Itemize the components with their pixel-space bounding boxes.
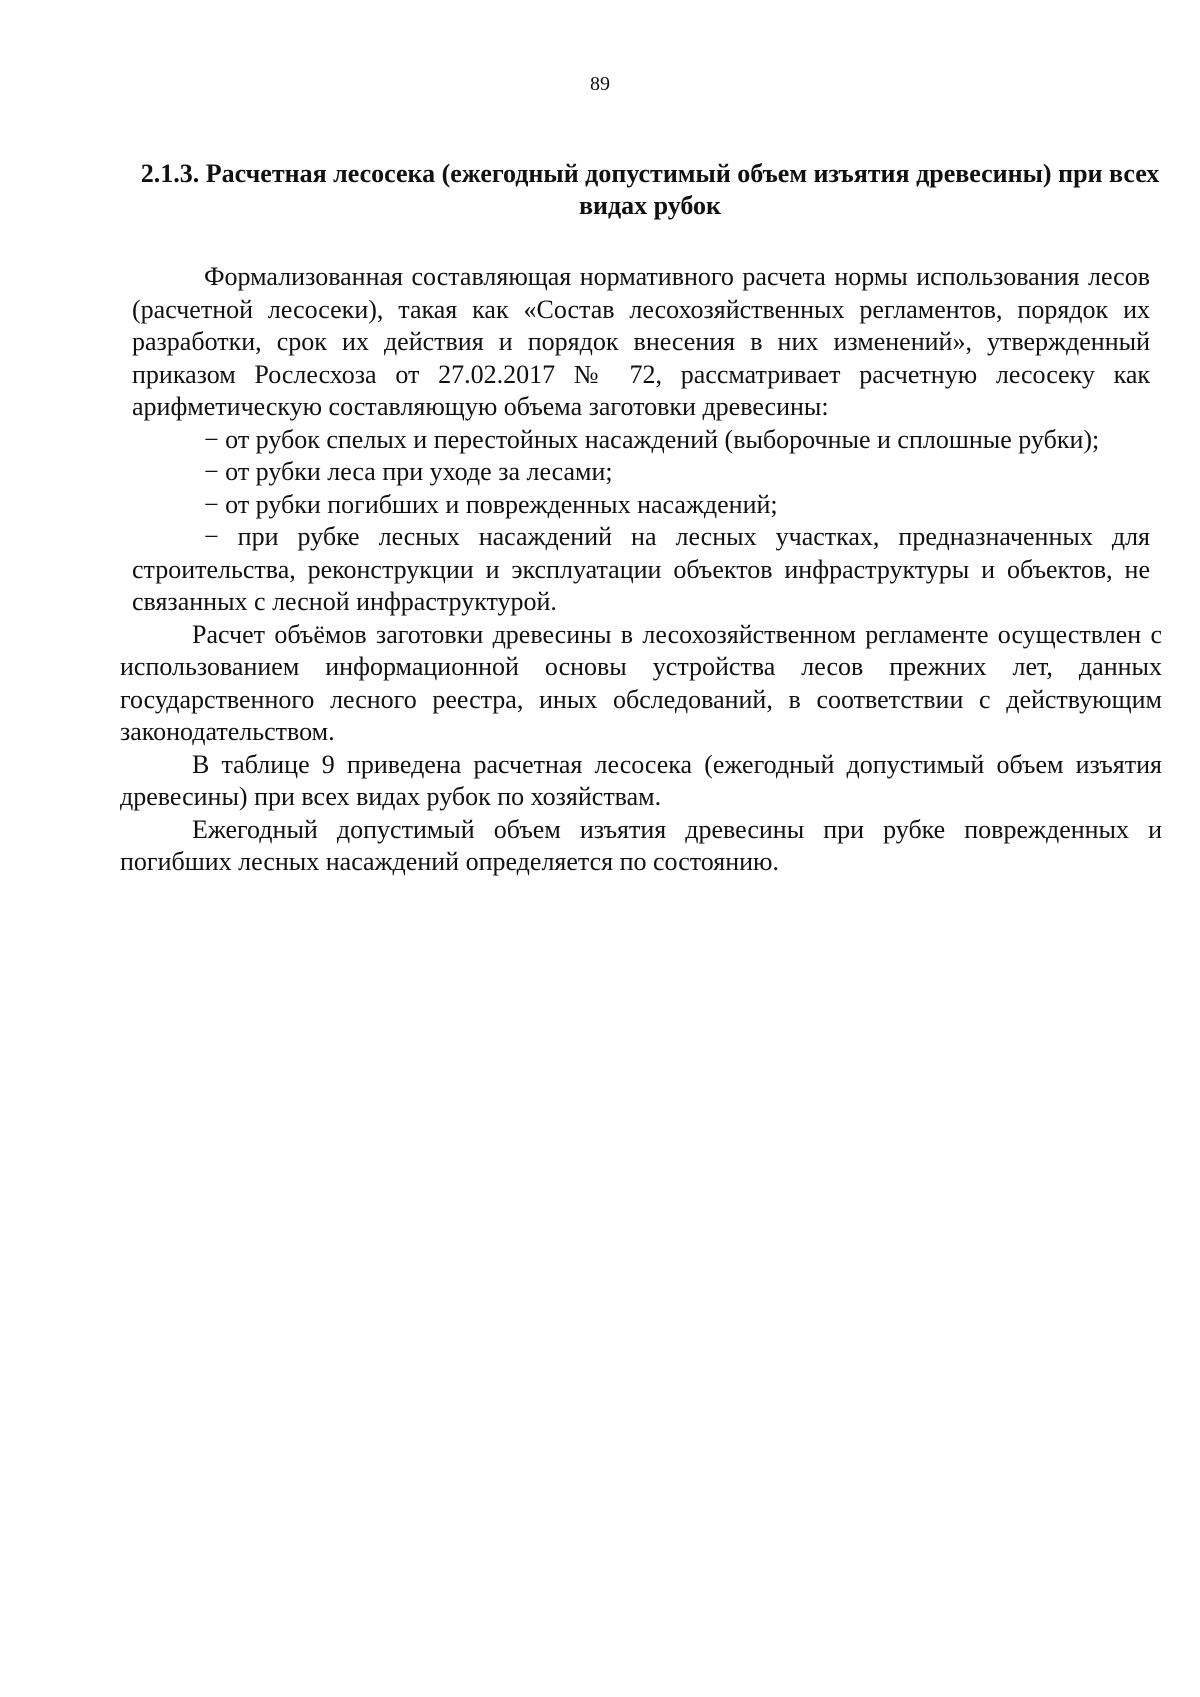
calculation-paragraph: Расчет объёмов заготовки древесины в лесохозяйственном регламенте осуществлен с использованием информационной основы устройства лесов прежних лет, данных государственного лесного реестра, иных обследований, в соответствии с действующим законодательством. <box>120 619 1162 746</box>
list-item: − от рубки леса при уходе за лесами; <box>204 457 613 486</box>
intro-paragraph: Формализованная составляющая нормативного расчета нормы использования лесов (расчетной лесосеки), такая как «Состав лесохозяйственных регламентов, порядок их разработки, срок их действия и порядок внесения в них изменений», утвержденный приказом Рослесхоза от 27.02.2017 № 72, рассматривает расчетную лесосеку как арифметическую составляющую объема заготовки древесины: <box>132 262 1150 421</box>
page-number: 89 <box>590 73 610 95</box>
annual-volume-paragraph: Ежегодный допустимый объем изъятия древесины при рубке поврежденных и погибших лесных насаждений определяется по состоянию. <box>120 814 1162 876</box>
list-item: − от рубок спелых и перестойных насаждений (выборочные и сплошные рубки); <box>204 424 1100 454</box>
list-item: − при рубке лесных насаждений на лесных участках, предназначенных для строительства, реконструкции и эксплуатации объектов инфраструктуры и объектов, не связанных с лесной инфраструктурой. <box>132 522 1150 616</box>
table-reference-paragraph: В таблице 9 приведена расчетная лесосека (ежегодный допустимый объем изъятия древесины) при всех видах рубок по хозяйствам. <box>120 749 1162 811</box>
list-item: − от рубки погибших и поврежденных насаждений; <box>204 489 778 519</box>
section-heading: 2.1.3. Расчетная лесосека (ежегодный допустимый объем изъятия древесины) при всех видах рубок <box>140 159 1160 220</box>
document-body <box>120 261 1162 879</box>
